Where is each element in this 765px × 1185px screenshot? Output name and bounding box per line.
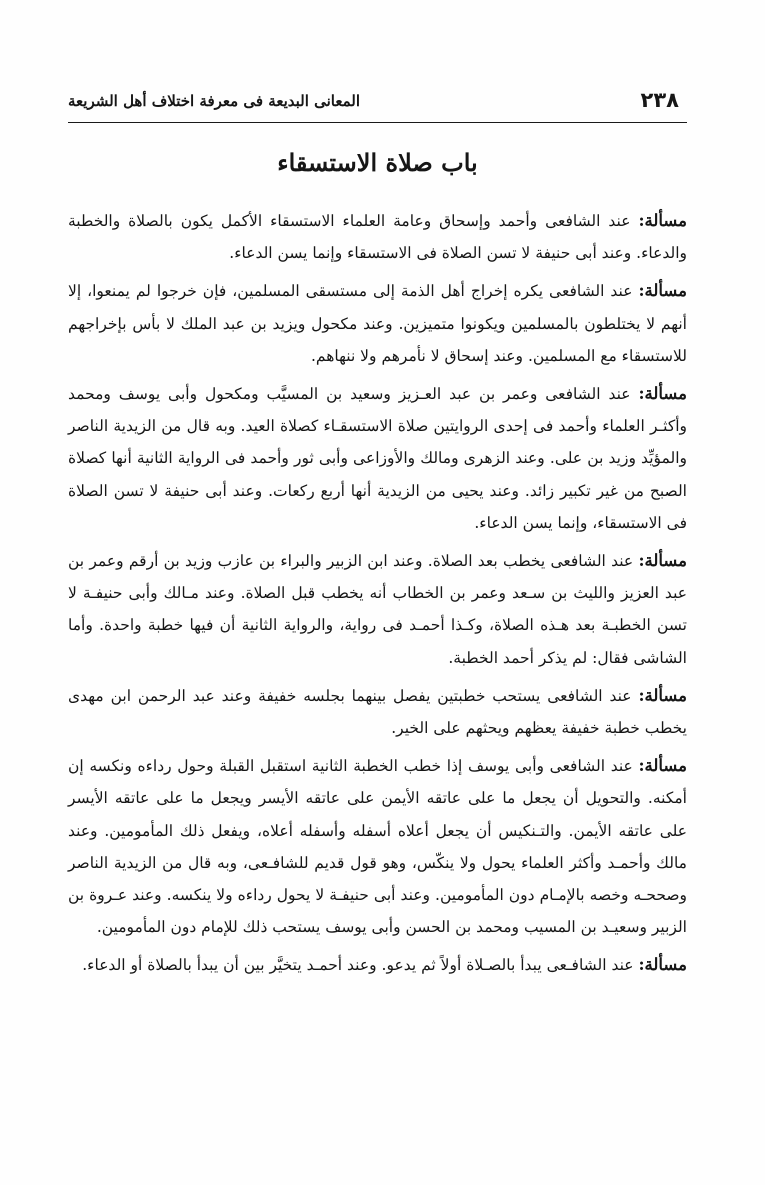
paragraph-text: عند الشافعى يكره إخراج أهل الذمة إلى مستسقى المسلمين، فإن خرجوا لم يمنعوا، إلا أنهم لا يختلطون بالمسلمين ويكونوا متميزين. وعند مكحول ويزيد بن عبد الملك لا بأس بإخراجهم للاستسقاء مع المسلمين. وعند إسحاق لا نأمرهم ولا ننهاهم. bbox=[68, 282, 687, 365]
paragraph-text: عند الشافـعى يبدأ بالصـلاة أولاً ثم يدعو. وعند أحمـد يتخيَّر بين أن يبدأ بالصلاة أو الدعاء. bbox=[82, 956, 639, 975]
masala-paragraph bbox=[68, 545, 687, 674]
masala-label: مسألة: bbox=[638, 551, 687, 571]
masala-label: مسألة: bbox=[638, 955, 687, 975]
page-number: ٢٣٨ bbox=[640, 88, 679, 112]
masala-label: مسألة: bbox=[638, 685, 687, 705]
masala-paragraph bbox=[68, 378, 687, 539]
paragraph-text: عند الشافعى وأبى يوسف إذا خطب الخطبة الثانية استقبل القبلة وحول رداءه ونكسه إن أمكنه. والتحويل أن يجعل ما على عاتقه الأيمن على عاتقه الأيسر ويجعل ما على عاتقه الأيسر على عاتقه الأيمن. والتـنكيس أن يجعل أعلاه أسفله وأسفله أعلاه، ويفعل ذلك المأمومين. وعند مالك وأحمـد وأكثر العلماء يحول ولا ينكّس، وهو قول قديم للشافـعى، وبه قال من الزيدية الناصر وصححـه وخصه بالإمـام دون المأمومين. وعند أبى حنيفـة لا يحول رداءه ولا ينكسه. وعند عـروة بن الزبير وسعيـد بن المسيب ومحمد بن الحسن وأبى يوسف يستحب ذلك للإمام دون المأمومين. bbox=[68, 757, 687, 937]
paragraph-text: عند الشافعى وأحمد وإسحاق وعامة العلماء الاستسقاء الأكمل يكون بالصلاة والخطبة والدعاء. وعند أبى حنيفة لا تسن الصلاة فى الاستسقاء وإنما يسن الدعاء. bbox=[68, 212, 687, 263]
paragraph-text: عند الشافعى وعمر بن عبد العـزيز وسعيد بن المسيَّب ومكحول وأبى يوسف ومحمد وأكثـر العلماء وأحمد فى إحدى الروايتين صلاة الاستسقـاء كصلاة العيد. وبه قال من الزيدية الناصر والمؤيِّد وزيد بن على. وعند الزهرى ومالك والأوزاعى وأبى ثور وأحمد فى الرواية الثانية أنها كصلاة الصبح من غير تكبير زائد. وعند يحيى من الزيدية أنها أربع ركعات. وعند أبى حنيفة لا تسن الصلاة فى الاستسقاء، وإنما يسن الدعاء. bbox=[68, 385, 687, 532]
masala-paragraph bbox=[68, 750, 687, 943]
running-title: المعانى البديعة فى معرفة اختلاف أهل الشريعة bbox=[68, 92, 361, 110]
page-header bbox=[68, 86, 687, 123]
masala-label: مسألة: bbox=[638, 384, 687, 404]
masala-label: مسألة: bbox=[638, 756, 687, 776]
body-text bbox=[68, 205, 687, 988]
masala-paragraph bbox=[68, 205, 687, 269]
masala-paragraph bbox=[68, 275, 687, 372]
paragraph-text: عند الشافعى يستحب خطبتين يفصل بينهما بجلسه خفيفة وعند عبد الرحمن ابن مهدى يخطب خطبة خفيفة يعظهم ويحثهم على الخير. bbox=[68, 686, 687, 738]
masala-label: مسألة: bbox=[638, 281, 687, 301]
masala-paragraph bbox=[68, 949, 687, 981]
masala-label: مسألة: bbox=[638, 211, 687, 230]
paragraph-text: عند الشافعى يخطب بعد الصلاة. وعند ابن الزبير والبراء بن عازب وزيد بن أرقم وعمر بن عبد العزيز والليث بن سـعد وعمر بن الخطاب أنه يخطب قبل الصلاة. وعند مـالك وأبى حنيفـة لا تسن الخطبـة بعد هـذه الصلاة، وكـذا أحمـد فى رواية، والرواية الثانية أن فيها خطبة واحدة. وأما الشاشى فقال: لم يذكر أحمد الخطبة. bbox=[68, 552, 687, 667]
chapter-title: باب صلاة الاستسقاء bbox=[277, 148, 478, 177]
masala-paragraph bbox=[68, 680, 687, 744]
